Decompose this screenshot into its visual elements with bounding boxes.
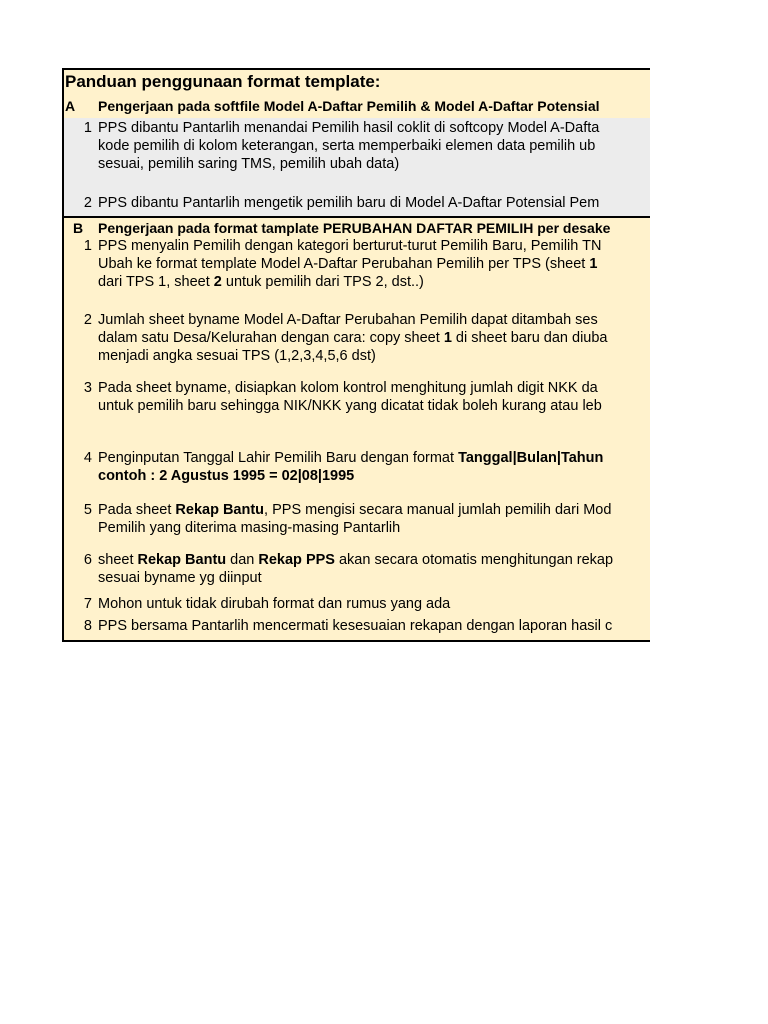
item-text-segment: dari TPS 1, sheet [98,274,214,290]
section-b-item-8[interactable] [64,616,650,640]
guide-title-row[interactable] [64,70,650,96]
item-text-line: Pemilih yang diterima masing-masing Pantarlih [98,520,401,536]
item-text-segment: untuk pemilih dari TPS 2, dst..) [221,274,424,290]
item-text-segment: Pada sheet [98,502,176,518]
item-text-line [98,255,650,273]
item-text-line: Pada sheet byname, disiapkan kolom kontrol menghitung jumlah digit NKK da [98,380,598,396]
item-text-segment: akan secara otomatis menghitungan rekap [334,552,614,568]
section-a-item-1[interactable] [64,118,650,192]
item-text-line: contoh : 2 Agustus 1995 = 02|08|1995 [98,468,355,484]
item-text-line: untuk pemilih baru sehingga NIK/NKK yang dicatat tidak boleh kurang atau leb [98,398,602,414]
item-number: 7 [83,596,92,612]
guide-title: Panduan penggunaan format template: [65,72,381,91]
section-b-heading: Pengerjaan pada format tamplate PERUBAHAN DAFTAR PEMILIH per desake [98,220,611,236]
item-text-segment: Ubah ke format template Model A-Daftar Perubahan Pemilih per TPS (sheet [98,256,590,272]
item-text-line: menjadi angka sesuai TPS (1,2,3,4,5,6 dst) [98,348,376,364]
item-number: 4 [83,450,92,466]
section-a-header[interactable] [64,96,650,118]
item-text-line: sesuai byname yg diinput [98,570,262,586]
section-a-marker: A [65,98,76,114]
item-text-segment: , PPS mengisi secara manual jumlah pemilih dari Mod [264,502,612,518]
item-text-line: kode pemilih di kolom keterangan, serta memperbaiki elemen data pemilih ub [98,138,596,154]
item-number: 1 [83,238,92,254]
section-b-item-5[interactable] [64,500,650,550]
item-text-line [98,551,650,569]
item-text-line: Jumlah sheet byname Model A-Daftar Perubahan Pemilih dapat ditambah ses [98,312,598,328]
item-text-bold: 1 [589,256,598,272]
item-text-bold: Tanggal|Bulan|Tahun [458,450,604,466]
item-text-line: PPS menyalin Pemilih dengan kategori berturut-turut Pemilih Baru, Pemilih TN [98,238,602,254]
item-text-segment: dan [226,552,259,568]
item-number: 8 [83,618,92,634]
item-text-segment: di sheet baru dan diuba [451,330,608,346]
item-text-segment: Penginputan Tanggal Lahir Pemilih Baru dengan format [98,450,459,466]
section-b-item-4[interactable] [64,448,650,500]
item-text-segment: dalam satu Desa/Kelurahan dengan cara: copy sheet [98,330,444,346]
section-b-marker: B [72,220,84,236]
item-text-line: Mohon untuk tidak dirubah format dan rumus yang ada [98,596,451,612]
section-b-item-1[interactable] [64,236,650,310]
item-text-bold: Rekap Bantu [137,552,227,568]
section-a-heading: Pengerjaan pada softfile Model A-Daftar Pemilih & Model A-Daftar Potensial [98,98,600,114]
item-text-bold: 1 [443,330,452,346]
item-number: 1 [83,120,92,136]
item-text-line [98,501,650,519]
section-b-item-7[interactable] [64,594,650,616]
item-number: 2 [83,312,92,328]
section-b-item-2[interactable] [64,310,650,378]
section-a-item-2[interactable] [64,192,650,216]
section-b-header[interactable] [64,216,650,236]
section-b-item-6[interactable] [64,550,650,594]
item-number: 6 [83,552,92,568]
item-text-line [98,449,650,467]
item-number: 2 [83,195,92,211]
guide-sheet [62,68,650,642]
item-text-bold: Rekap PPS [258,552,335,568]
item-text-segment: sheet [98,552,138,568]
item-number: 3 [83,380,92,396]
section-b-item-3[interactable] [64,378,650,448]
item-text-bold: 2 [213,274,222,290]
item-text-bold: Rekap Bantu [175,502,265,518]
item-text-line [98,329,650,347]
item-text-line: PPS bersama Pantarlih mencermati kesesuaian rekapan dengan laporan hasil c [98,618,613,634]
item-text-line [98,273,650,291]
item-text-line: PPS dibantu Pantarlih mengetik pemilih baru di Model A-Daftar Potensial Pem [98,195,600,211]
item-text-line: sesuai, pemilih saring TMS, pemilih ubah data) [98,156,400,172]
item-number: 5 [83,502,92,518]
item-text-line: PPS dibantu Pantarlih menandai Pemilih hasil coklit di softcopy Model A-Dafta [98,120,600,136]
